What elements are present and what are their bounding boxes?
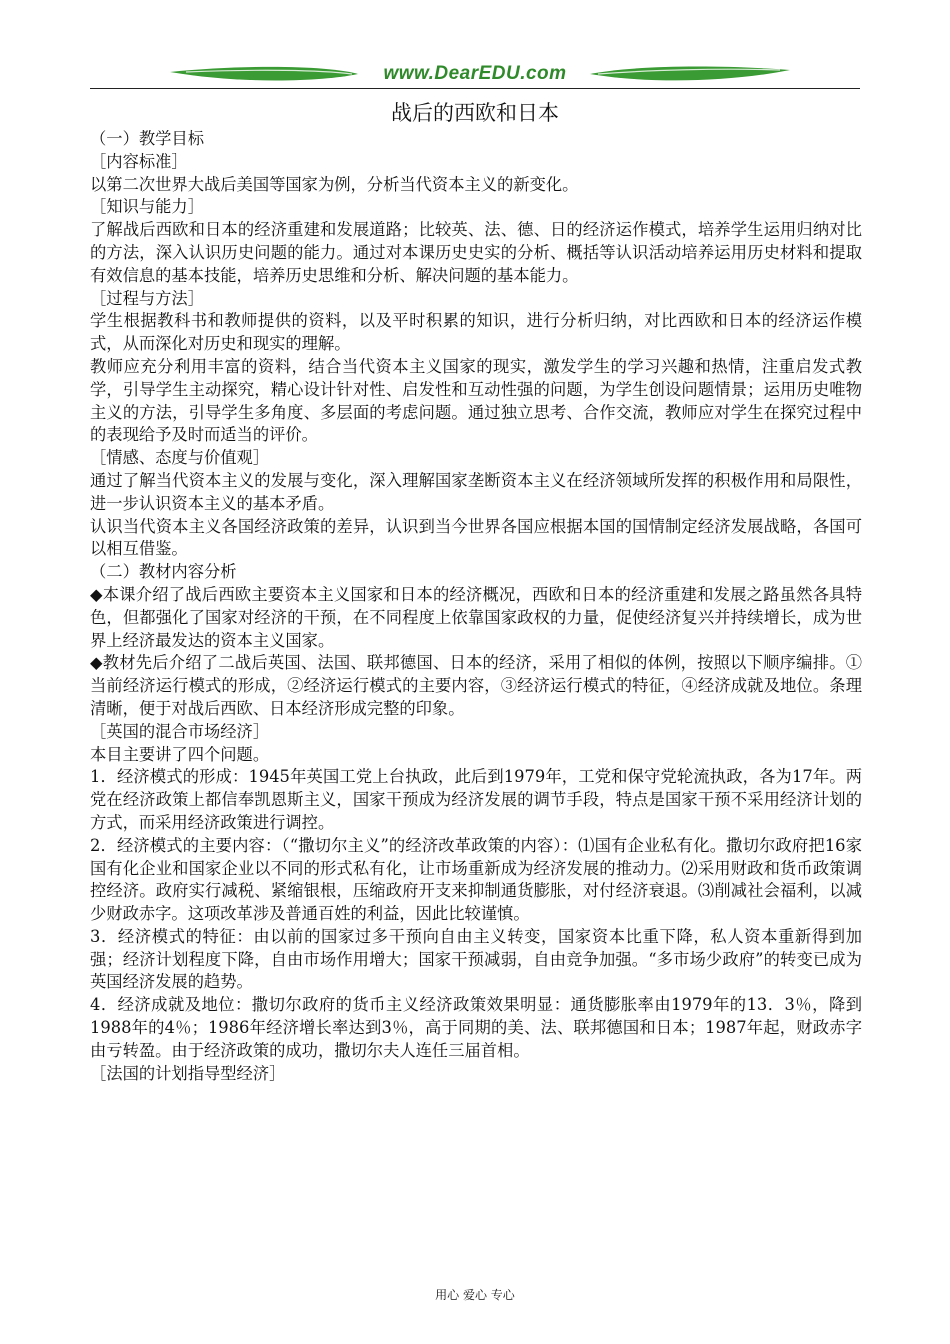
paragraph: 4．经济成就及地位：撒切尔政府的货币主义经济政策效果明显：通货膨胀率由1979年的13．3％，降到1988年的4％；1986年经济增长率达到3％，高于同期的美、法、联邦德国和日本；1987年起，财政赤字由亏转盈。由于经济政策的成功，撒切尔夫人连任三届首相。 xyxy=(90,995,862,1060)
paragraph: ［英国的混合市场经济］ xyxy=(90,721,270,741)
paragraph: 1．经济模式的形成：1945年英国工党上台执政，此后到1979年，工党和保守党轮流执政，各为17年。两党在经济政策上都信奉凯恩斯主义，国家干预成为经济发展的调节手段，特点是国家干预不采用经济计划的方式，而采用经济政策进行调控。 xyxy=(90,767,862,832)
paragraph: 认识当代资本主义各国经济政策的差异，认识到当今世界各国应根据本国的国情制定经济发展战略，各国可以相互借鉴。 xyxy=(90,516,862,559)
site-url: www.DearEDU.com xyxy=(383,63,567,84)
paragraph: 通过了解当代资本主义的发展与变化，深入理解国家垄断资本主义在经济领域所发挥的积极作用和局限性，进一步认识资本主义的基本矛盾。 xyxy=(90,470,862,513)
paragraph: ◆本课介绍了战后西欧主要资本主义国家和日本的经济概况，西欧和日本的经济重建和发展之路虽然各具特色，但都强化了国家对经济的干预，在不同程度上依靠国家政权的力量，促使经济复兴并持续增长，成为世界上经济最发达的资本主义国家。 xyxy=(90,584,862,650)
header-divider xyxy=(90,88,860,89)
paragraph: ［知识与能力］ xyxy=(90,197,204,217)
paragraph: （一）教学目标 xyxy=(90,129,204,148)
paragraph: 教师应充分利用丰富的资料，结合当代资本主义国家的现实，激发学生的学习兴趣和热情，注重启发式教学，引导学生主动探究，精心设计针对性、启发性和互动性强的问题，为学生创设问题情景；运用历史唯物主义的方法，引导学生多角度、多层面的考虑问题。通过独立思考、合作交流，教师应对学生在探究过程中的表现给予及时而适当的评价。 xyxy=(90,356,862,445)
paragraph: 本目主要讲了四个问题。 xyxy=(90,744,270,764)
paragraph: 学生根据教科书和教师提供的资料，以及平时积累的知识，进行分析归纳，对比西欧和日本的经济运作模式，从而深化对历史和现实的理解。 xyxy=(90,311,862,354)
paragraph: 2．经济模式的主要内容：（“撒切尔主义”的经济改革政策的内容）：⑴国有企业私有化。撒切尔政府把16家国有化企业和国家企业以不同的形式私有化，让市场重新成为经济发展的推动力。⑵采用财政和货币政策调控经济。政府实行减税、紧缩银根，压缩政府开支来抑制通货膨胀，对付经济衰退。⑶削减社会福利，以减少财政赤字。这项改革涉及普通百姓的利益，因此比较谨慎。 xyxy=(90,835,862,924)
paragraph: ［法国的计划指导型经济］ xyxy=(90,1063,286,1083)
document-body xyxy=(90,128,862,1085)
page-title: 战后的西欧和日本 xyxy=(391,101,559,125)
paragraph: 以第二次世界大战后美国等国家为例，分析当代资本主义的新变化。 xyxy=(90,174,579,194)
paragraph: 了解战后西欧和日本的经济重建和发展道路；比较英、法、德、日的经济运作模式，培养学生运用归纳对比的方法，深入认识历史问题的能力。通过对本课历史史实的分析、概括等认识活动培养运用历史材料和提取有效信息的基本技能，培养历史思维和分析、解决问题的基本能力。 xyxy=(90,220,862,285)
paragraph: （二）教材内容分析 xyxy=(90,562,237,582)
paragraph: ［内容标准］ xyxy=(90,151,188,171)
paragraph: ［过程与方法］ xyxy=(90,288,204,308)
page-footer: 用心 爱心 专心 xyxy=(435,1288,515,1302)
paragraph: ◆教材先后介绍了二战后英国、法国、联邦德国、日本的经济，采用了相似的体例，按照以下顺序编排。①当前经济运行模式的形成，②经济运行模式的主要内容，③经济运行模式的特征，④经济成就及地位。条理清晰，便于对战后西欧、日本经济形成完整的印象。 xyxy=(90,653,862,718)
paragraph: ［情感、态度与价值观］ xyxy=(90,448,270,468)
paragraph: 3．经济模式的特征：由以前的国家过多干预向自由主义转变，国家资本比重下降，私人资本重新得到加强；经济计划程度下降，自由市场作用增大；国家干预减弱，自由竞争加强。“多市场少政府”的转变已成为英国经济发展的趋势。 xyxy=(90,926,862,992)
